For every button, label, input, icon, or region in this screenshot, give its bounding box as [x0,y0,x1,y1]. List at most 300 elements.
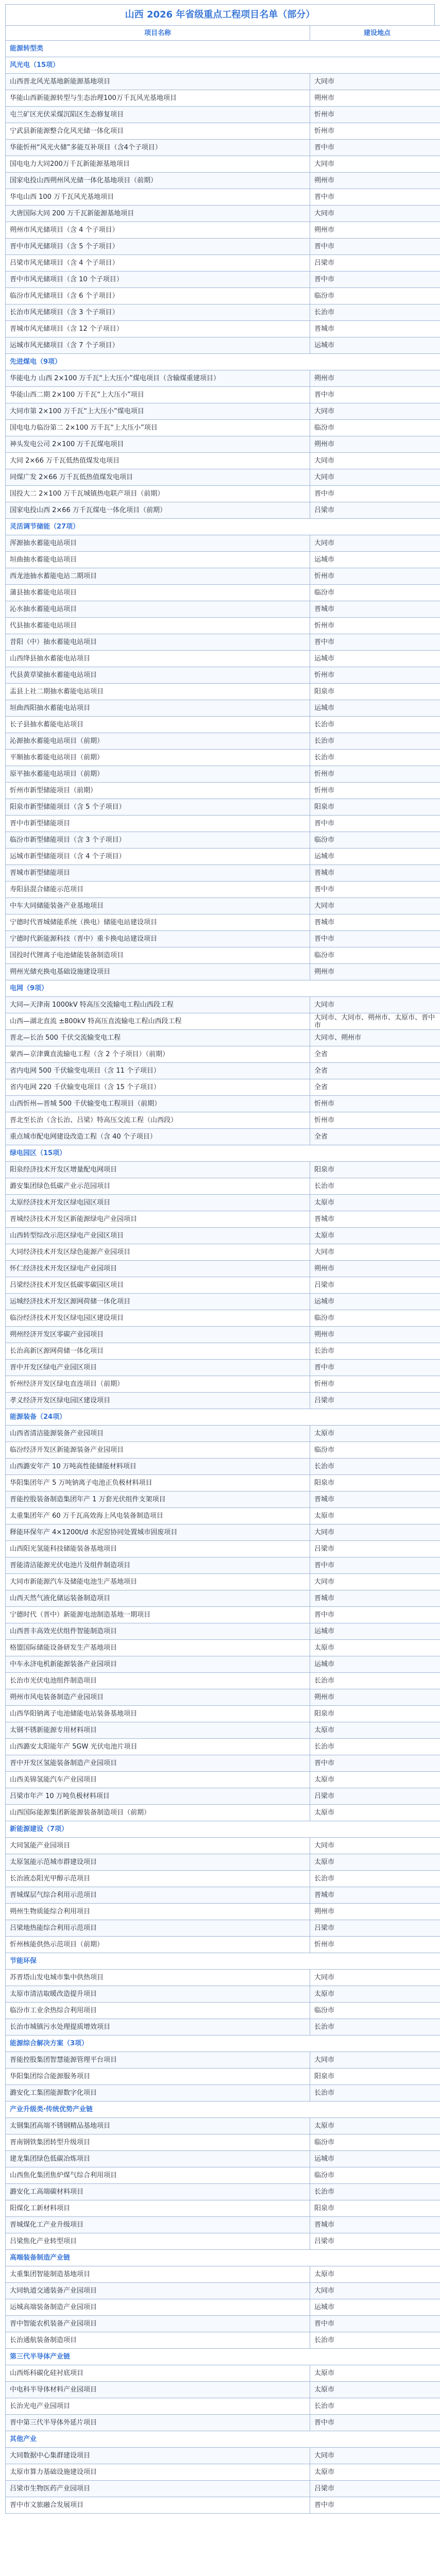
table-row [6,552,440,568]
location-cell: 忻州市 [310,667,440,684]
location-cell: 吕梁市 [310,1541,440,1557]
project-name-cell: 运城经济技术开发区源网荷储一体化项目 [6,1294,310,1310]
category-heading: 能源综合解决方案（3项） [6,2036,440,2052]
table-row [6,1195,440,1211]
table-row [6,964,440,980]
table-row [6,2415,440,2431]
category-heading: 新能源建设（7项） [6,1821,440,1838]
location-cell: 阳泉市 [310,1706,440,1722]
location-cell: 大同市 [310,156,440,173]
location-cell: 晋中市 [310,189,440,206]
category-heading-row [6,1409,440,1426]
table-row [6,189,440,206]
location-cell: 运城市 [310,700,440,717]
location-cell: 阳泉市 [310,799,440,816]
location-cell: 运城市 [310,2151,440,2167]
location-cell: 晋城市 [310,321,440,337]
table-row [6,1376,440,1393]
project-name-cell: 山西潞安太阳能年产 5GW 光伏电池片项目 [6,1739,310,1755]
project-name-cell: 国家电投山西 2×66 万千瓦煤电一体化项目（前期） [6,502,310,519]
project-name-cell: 太原经济技术开发区绿电园区项目 [6,1195,310,1211]
project-name-cell: 宁德时代晋城储能系统（换电）储能电站建设项目 [6,914,310,931]
location-cell: 太原市 [310,1508,440,1524]
section-heading-row [6,41,440,57]
location-cell: 吕梁市 [310,1393,440,1409]
table-row [6,750,440,766]
table-row [6,321,440,337]
location-cell: 大同市 [310,535,440,552]
location-cell: 运城市 [310,849,440,865]
location-cell: 吕梁市 [310,502,440,519]
location-cell: 长治市 [310,304,440,321]
table-row [6,2217,440,2233]
project-name-cell: 吕梁市生物医药产业园项目 [6,2481,310,2497]
project-name-cell: 代县抽水蓄能电站项目 [6,618,310,634]
table-row [6,255,440,272]
location-cell: 晋中市 [310,486,440,502]
project-name-cell: 国投大二 2×100 万千瓦城镇热电联产项目（前期） [6,486,310,502]
location-cell: 全省 [310,1079,440,1096]
category-heading-row [6,2250,440,2266]
location-cell: 太原市 [310,2382,440,2398]
location-cell: 忻州市 [310,618,440,634]
table-row [6,1244,440,1261]
location-cell: 长治市 [310,1459,440,1475]
project-name-cell: 省内电网 500 千伏输变电项目（含 11 个子项目） [6,1063,310,1079]
category-heading: 绿电园区（15项） [6,1145,440,1162]
project-name-cell: 建龙集团绿色低碳冶炼项目 [6,2151,310,2167]
table-row [6,453,440,469]
table-row [6,1030,440,1046]
location-cell: 长治市 [310,1673,440,1689]
project-name-cell: 长治通航装备制造项目 [6,2332,310,2349]
category-heading: 节能环保 [6,1953,440,1970]
category-heading-row [6,57,440,74]
location-cell: 朔州市 [310,1689,440,1706]
project-table [5,25,440,2514]
table-row [6,436,440,453]
table-row [6,1623,440,1640]
project-name-cell: 晋南钢铁集团转型升级项目 [6,2134,310,2151]
project-name-cell: 吕梁地热能综合利用示范项目 [6,1920,310,1937]
table-row [6,733,440,750]
project-name-cell: 释能环保年产 4×1200t/d 水泥窑协同处置城市固废项目 [6,1524,310,1541]
project-name-cell: 山西焦化集团焦炉煤气综合利用项目 [6,2167,310,2184]
location-cell: 长治市 [310,2332,440,2349]
project-name-cell: 潞安集团绿色低碳产业示范园项目 [6,1178,310,1195]
project-name-cell: 晋北—长治 500 千伏交流输变电工程 [6,1030,310,1046]
location-cell: 大同市 [310,898,440,914]
project-name-cell: 朔州生物质能综合利用项目 [6,1904,310,1920]
table-row [6,914,440,931]
table-row [6,684,440,700]
table-row [6,1788,440,1805]
location-cell: 晋中市 [310,1360,440,1376]
project-name-cell: 山西省清洁能源装备产业园项目 [6,1426,310,1442]
table-row [6,1722,440,1739]
project-name-cell: 省内电网 220 千伏输变电项目（含 15 个子项目） [6,1079,310,1096]
project-name-cell: 蒙西—京津冀直流输电工程（含 2 个子项目）（前期） [6,1046,310,1063]
table-row [6,1524,440,1541]
project-name-cell: 太钢不锈新能源专用材料项目 [6,1722,310,1739]
location-cell: 太原市 [310,1722,440,1739]
location-cell: 阳泉市 [310,1475,440,1492]
location-cell: 晋城市 [310,601,440,618]
table-row [6,947,440,964]
location-cell: 朔州市 [310,1261,440,1277]
table-row [6,173,440,189]
table-row [6,2052,440,2069]
table-row [6,2266,440,2283]
project-name-cell: 山西美锦氢能汽车产业园项目 [6,1772,310,1788]
project-name-cell: 临汾市新型储能项目（含 3 个子项目） [6,832,310,849]
project-name-cell: 蒲县抽水蓄能电站项目 [6,585,310,601]
table-row [6,865,440,882]
project-name-cell: 国电电力大同200万千瓦新能源基地项目 [6,156,310,173]
table-row [6,1079,440,1096]
location-cell: 大同市 [310,1244,440,1261]
table-row [6,1492,440,1508]
project-name-cell: 阳泉市新型储能项目（含 5 个子项目） [6,799,310,816]
project-name-cell: 晋中市新型储能项目 [6,816,310,832]
project-name-cell: 垣曲抽水蓄能电站项目 [6,552,310,568]
project-name-cell: 昔阳（中）抽水蓄能电站项目 [6,634,310,651]
table-row [6,403,440,420]
header-project-name: 项目名称 [6,26,310,41]
project-name-cell: 浑源抽水蓄能电站项目 [6,535,310,552]
project-name-cell: 晋能控股装备制造集团年产 1 万套光伏组件支架项目 [6,1492,310,1508]
table-row [6,1904,440,1920]
project-name-cell: 运城市新型储能项目（含 4 个子项目） [6,849,310,865]
document-page [5,4,435,2514]
category-heading: 灵活调节储能（27项） [6,519,440,535]
table-row [6,1459,440,1475]
project-name-cell: 中车永济电机新能源装备产业园项目 [6,1656,310,1673]
project-name-cell: 晋能清洁能源光伏电池片及组件制造项目 [6,1557,310,1574]
project-name-cell: 长治高新区源网荷储一体化项目 [6,1343,310,1360]
project-name-cell: 中车大同储能装备产业基地项目 [6,898,310,914]
project-name-cell: 山西烁科碳化硅衬底项目 [6,2365,310,2382]
location-cell: 运城市 [310,1294,440,1310]
location-cell: 忻州市 [310,766,440,783]
project-name-cell: 吕梁市年产 10 万吨负极材料项目 [6,1788,310,1805]
table-row [6,2448,440,2464]
location-cell: 大同市 [310,206,440,222]
location-cell: 朔州市 [310,370,440,387]
location-cell: 朔州市 [310,90,440,107]
location-cell: 太原市 [310,2118,440,2134]
project-table-body [6,26,440,2514]
project-name-cell: 代县黄草梁抽水蓄能电站项目 [6,667,310,684]
table-row [6,1310,440,1327]
location-cell: 大同市 [310,469,440,486]
location-cell: 晋城市 [310,1590,440,1607]
table-row [6,1211,440,1228]
category-heading-row [6,1145,440,1162]
table-row [6,123,440,140]
project-name-cell: 西龙池抽水蓄能电站二期项目 [6,568,310,585]
table-row [6,502,440,519]
project-name-cell: 太原氢能示范城市群建设项目 [6,1854,310,1871]
location-cell: 忻州市 [310,107,440,123]
project-name-cell: 大同轨道交通装备产业园项目 [6,2283,310,2299]
table-row [6,1706,440,1722]
project-name-cell: 山西华阳钠离子电池储能电站装备基地项目 [6,1706,310,1722]
table-row [6,2003,440,2019]
location-cell: 大同市 [310,2448,440,2464]
project-name-cell: 华能山西新能源转型与生态治理100万千瓦风光基地项目 [6,90,310,107]
location-cell: 太原市 [310,2266,440,2283]
location-cell: 大同市 [310,403,440,420]
project-name-cell: 山西—湖北直流 ±800kV 特高压直流输电工程山西段工程 [6,1013,310,1030]
table-row [6,1129,440,1145]
table-row [6,717,440,733]
location-cell: 大同市 [310,453,440,469]
table-row [6,2167,440,2184]
category-heading: 风光电（15项） [6,57,440,74]
category-heading-row [6,1953,440,1970]
table-row [6,898,440,914]
location-cell: 晋中市 [310,387,440,403]
location-cell: 晋中市 [310,140,440,156]
project-name-cell: 盂县上社二期抽水蓄能电站项目 [6,684,310,700]
table-row [6,832,440,849]
project-name-cell: 大唐国际大同 200 万千瓦新能源基地项目 [6,206,310,222]
table-row [6,634,440,651]
location-cell: 晋城市 [310,2217,440,2233]
location-cell: 朔州市 [310,436,440,453]
location-cell: 忻州市 [310,568,440,585]
header-location: 建设地点 [310,26,440,41]
project-name-cell: 朔州市风电装备制造产业园项目 [6,1689,310,1706]
project-name-cell: 沁源抽水蓄能电站项目（前期） [6,733,310,750]
table-row [6,1557,440,1574]
table-row [6,2184,440,2200]
location-cell: 忻州市 [310,783,440,799]
project-name-cell: 宁德时代新能源科技（晋中）重卡换电站建设项目 [6,931,310,947]
table-header-row [6,26,440,41]
category-heading-row [6,2431,440,2448]
location-cell: 长治市 [310,1178,440,1195]
table-row [6,2085,440,2102]
location-cell: 长治市 [310,750,440,766]
table-row [6,1096,440,1112]
table-row [6,1393,440,1409]
table-row [6,799,440,816]
project-name-cell: 中电科半导体材料产业园项目 [6,2382,310,2398]
table-row [6,222,440,239]
table-row [6,931,440,947]
project-name-cell: 晋中市风光储项目（含 5 个子项目） [6,239,310,255]
project-name-cell: 运城市风光储项目（含 7 个子项目） [6,337,310,354]
project-name-cell: 晋中智能农机装备产业园项目 [6,2316,310,2332]
project-name-cell: 山西晋北风光基地新能源基地项目 [6,74,310,90]
table-row [6,469,440,486]
project-name-cell: 神头发电公司 2×100 万千瓦煤电项目 [6,436,310,453]
project-name-cell: 阳泉经济技术开发区增量配电网项目 [6,1162,310,1178]
project-name-cell: 晋城经济技术开发区新能源绿电产业园项目 [6,1211,310,1228]
table-row [6,1937,440,1953]
location-cell: 长治市 [310,1739,440,1755]
table-row [6,486,440,502]
table-row [6,2134,440,2151]
location-cell: 晋中市 [310,1607,440,1623]
project-name-cell: 大同经济技术开发区绿色能源产业园项目 [6,1244,310,1261]
project-name-cell: 国电电力临汾第二 2×100 万千瓦“上大压小”项目 [6,420,310,436]
table-row [6,1063,440,1079]
table-row [6,2069,440,2085]
location-cell: 朔州市 [310,1327,440,1343]
table-row [6,1178,440,1195]
project-name-cell: 大同 2×66 万千瓦低热值煤发电项目 [6,453,310,469]
category-heading-row [6,354,440,370]
project-name-cell: 长治液态阳光甲醇示范项目 [6,1871,310,1887]
location-cell: 临汾市 [310,1442,440,1459]
location-cell: 晋城市 [310,1492,440,1508]
category-heading: 先进煤电（9项） [6,354,440,370]
table-row [6,700,440,717]
location-cell: 长治市 [310,2398,440,2415]
category-heading: 第三代半导体产业链 [6,2349,440,2365]
table-row [6,1673,440,1689]
table-row [6,1772,440,1788]
project-name-cell: 晋中开发区绿电产业园区项目 [6,1360,310,1376]
project-name-cell: 吕梁市风光储项目（含 4 个子项目） [6,255,310,272]
location-cell: 晋城市 [310,914,440,931]
project-name-cell: 忻州市新型储能项目（前期） [6,783,310,799]
project-name-cell: 国投时代锂离子电池储能装备制造项目 [6,947,310,964]
location-cell: 临汾市 [310,2134,440,2151]
project-name-cell: 沁水抽水蓄能电站项目 [6,601,310,618]
location-cell: 太原市 [310,1772,440,1788]
location-cell: 太原市 [310,1640,440,1656]
project-name-cell: 长治市城镇污水处理提质增效项目 [6,2019,310,2036]
location-cell: 太原市 [310,1986,440,2003]
table-row [6,2283,440,2299]
table-row [6,601,440,618]
table-row [6,2200,440,2217]
project-name-cell: 晋城煤化工产业升级项目 [6,2217,310,2233]
project-name-cell: 宁德时代（晋中）新能源电池制造基地一期项目 [6,1607,310,1623]
location-cell: 晋中市 [310,931,440,947]
table-row [6,816,440,832]
location-cell: 晋中市 [310,2497,440,2514]
location-cell: 长治市 [310,2085,440,2102]
table-row [6,2019,440,2036]
location-cell: 阳泉市 [310,1162,440,1178]
project-name-cell: 忻州核能供热示范项目（前期） [6,1937,310,1953]
category-heading-row [6,519,440,535]
project-name-cell: 临汾市风光储项目（含 6 个子项目） [6,288,310,304]
project-name-cell: 原平抽水蓄能电站项目（前期） [6,766,310,783]
project-name-cell: 临汾市工业余热综合利用项目 [6,2003,310,2019]
location-cell: 吕梁市 [310,1277,440,1294]
table-row [6,535,440,552]
table-row [6,156,440,173]
project-name-cell: 吕梁焦化产业转型项目 [6,2233,310,2250]
table-row [6,1327,440,1343]
project-name-cell: 宁武县新能源整合化风光储一体化项目 [6,123,310,140]
table-row [6,1640,440,1656]
table-row [6,1343,440,1360]
location-cell: 太原市 [310,1426,440,1442]
project-name-cell: 华能忻州“风光火储”多能互补项目（含4个子项目） [6,140,310,156]
project-name-cell: 晋北至长治（含长治、吕梁）特高压交流工程（山西段） [6,1112,310,1129]
location-cell: 大同市 [310,2052,440,2069]
location-cell: 忻州市 [310,1937,440,1953]
project-name-cell: 山西天然气液化储运装备制造项目 [6,1590,310,1607]
location-cell: 临汾市 [310,947,440,964]
location-cell: 忻州市 [310,123,440,140]
project-name-cell: 垣曲西阳抽水蓄能电站项目 [6,700,310,717]
location-cell: 全省 [310,1063,440,1079]
location-cell: 晋中市 [310,816,440,832]
location-cell: 运城市 [310,2299,440,2316]
table-row [6,1920,440,1937]
location-cell: 阳泉市 [310,684,440,700]
table-row [6,618,440,634]
location-cell: 晋中市 [310,882,440,898]
table-row [6,849,440,865]
location-cell: 阳泉市 [310,2069,440,2085]
table-row [6,2481,440,2497]
category-heading: 高端装备制造产业链 [6,2250,440,2266]
project-name-cell: 长治市风光储项目（含 3 个子项目） [6,304,310,321]
table-row [6,1541,440,1557]
project-name-cell: 国家电投山西朔州风光储一体化基地项目（前期） [6,173,310,189]
location-cell: 朔州市 [310,173,440,189]
table-row [6,1656,440,1673]
project-name-cell: 大同市新能源汽车及储能电池生产基地项目 [6,1574,310,1590]
project-name-cell: 山西转型综改示范区绿电产业园区项目 [6,1228,310,1244]
section-heading: 能源转型类 [6,41,440,57]
location-cell: 运城市 [310,1623,440,1640]
location-cell: 太原市 [310,1228,440,1244]
document-title: 山西 2026 年省级重点工程项目名单（部分） [5,4,435,25]
table-row [6,107,440,123]
project-name-cell: 阳煤化工新材料项目 [6,2200,310,2217]
location-cell: 大同市 [310,997,440,1013]
table-row [6,585,440,601]
project-name-cell: 潞安化工集团能源数字化项目 [6,2085,310,2102]
project-name-cell: 太原市算力基础设施建设项目 [6,2464,310,2481]
project-name-cell: 苏晋塔山发电城市集中供热项目 [6,1970,310,1986]
project-name-cell: 华电山西 100 万千瓦风光基地项目 [6,189,310,206]
table-row [6,1261,440,1277]
category-heading-row [6,1821,440,1838]
location-cell: 大同市 [310,1838,440,1854]
location-cell: 运城市 [310,1656,440,1673]
project-name-cell: 屯兰矿区光伏采煤沉陷区生态修复项目 [6,107,310,123]
location-cell: 吕梁市 [310,255,440,272]
project-name-cell: 太重集团年产 60 万千瓦高效海上风电装备制造项目 [6,1508,310,1524]
project-name-cell: 山西国际能源集团新能源装备制造项目（前期） [6,1805,310,1821]
project-name-cell: 忻州经济开发区绿电直连项目（前期） [6,1376,310,1393]
project-name-cell: 华能电力 山西 2×100 万千瓦“上大压小”煤电项目（含输煤重建项目） [6,370,310,387]
table-row [6,1755,440,1772]
table-row [6,1970,440,1986]
table-row [6,1228,440,1244]
table-row [6,90,440,107]
table-row [6,370,440,387]
location-cell: 吕梁市 [310,1788,440,1805]
location-cell: 阳泉市 [310,2200,440,2217]
project-name-cell: 重点城市配电网建设改造工程（含 40 个子项目） [6,1129,310,1145]
project-name-cell: 太原市清洁取暖改造提升项目 [6,1986,310,2003]
table-row [6,2332,440,2349]
table-row [6,2233,440,2250]
project-name-cell: 晋中第三代半导体外延片项目 [6,2415,310,2431]
